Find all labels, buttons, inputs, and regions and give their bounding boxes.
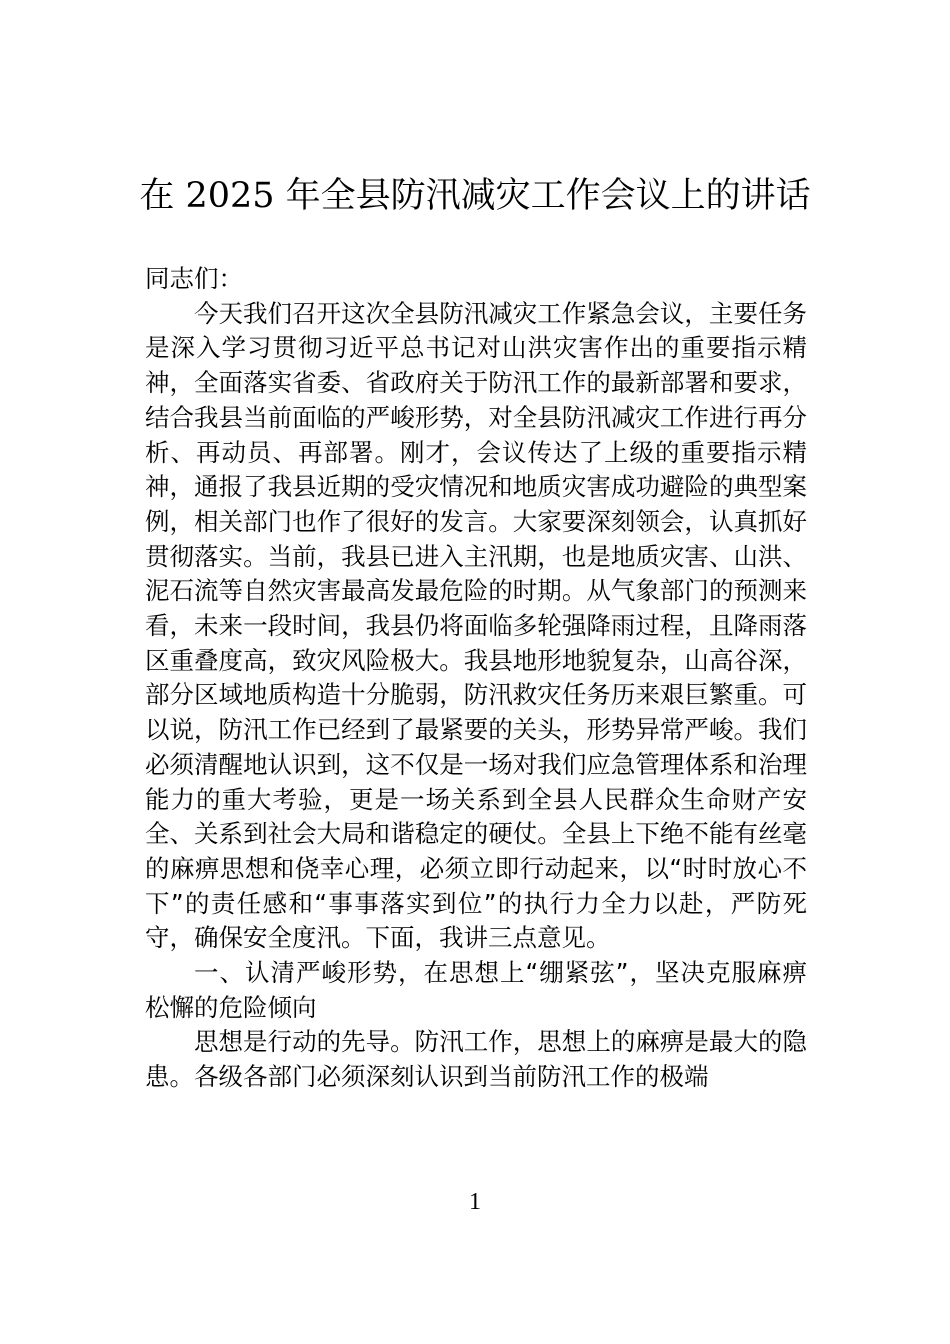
- salutation: 同志们：: [145, 264, 243, 293]
- document-body: [145, 262, 807, 1095]
- page-number: 1: [469, 1189, 481, 1215]
- document-title: 在 2025 年全县防汛减灾工作会议上的讲话: [139, 176, 811, 216]
- section-heading-1: 一、认清严峻形势，在思想上“绷紧弦”，坚决克服麻痹松懈的危险倾向: [145, 958, 807, 1022]
- section-paragraph-1: 思想是行动的先导。防汛工作，思想上的麻痹是最大的隐患。各级各部门必须深刻认识到当前防汛工作的极端: [145, 1027, 807, 1092]
- opening-paragraph: 今天我们召开这次全县防汛减灾工作紧急会议，主要任务是深入学习贯彻习近平总书记对山洪灾害作出的重要指示精神，全面落实省委、省政府关于防汛工作的最新部署和要求，结合我县当前面临的严峻形势，对全县防汛减灾工作进行再分析、再动员、再部署。刚才，会议传达了上级的重要指示精神，通报了我县近期的受灾情况和地质灾害成功避险的典型案例，相关部门也作了很好的发言。大家要深刻领会，认真抓好贯彻落实。当前，我县已进入主汛期，也是地质灾害、山洪、泥石流等自然灾害最高发最危险的时期。从气象部门的预测来看，未来一段时间，我县仍将面临多轮强降雨过程，且降雨落区重叠度高，致灾风险极大。我县地形地貌复杂，山高谷深，部分区域地质构造十分脆弱，防汛救灾任务历来艰巨繁重。可以说，防汛工作已经到了最紧要的关头，形势异常严峻。我们必须清醒地认识到，这不仅是一场对我们应急管理体系和治理能力的重大考验，更是一场关系到全县人民群众生命财产安全、关系到社会大局和谐稳定的硬仗。全县上下绝不能有丝毫的麻痹思想和侥幸心理，必须立即行动起来，以“时时放心不下”的责任感和“事事落实到位”的执行力全力以赴，严防死守，确保安全度汛。下面，我讲三点意见。: [145, 298, 807, 953]
